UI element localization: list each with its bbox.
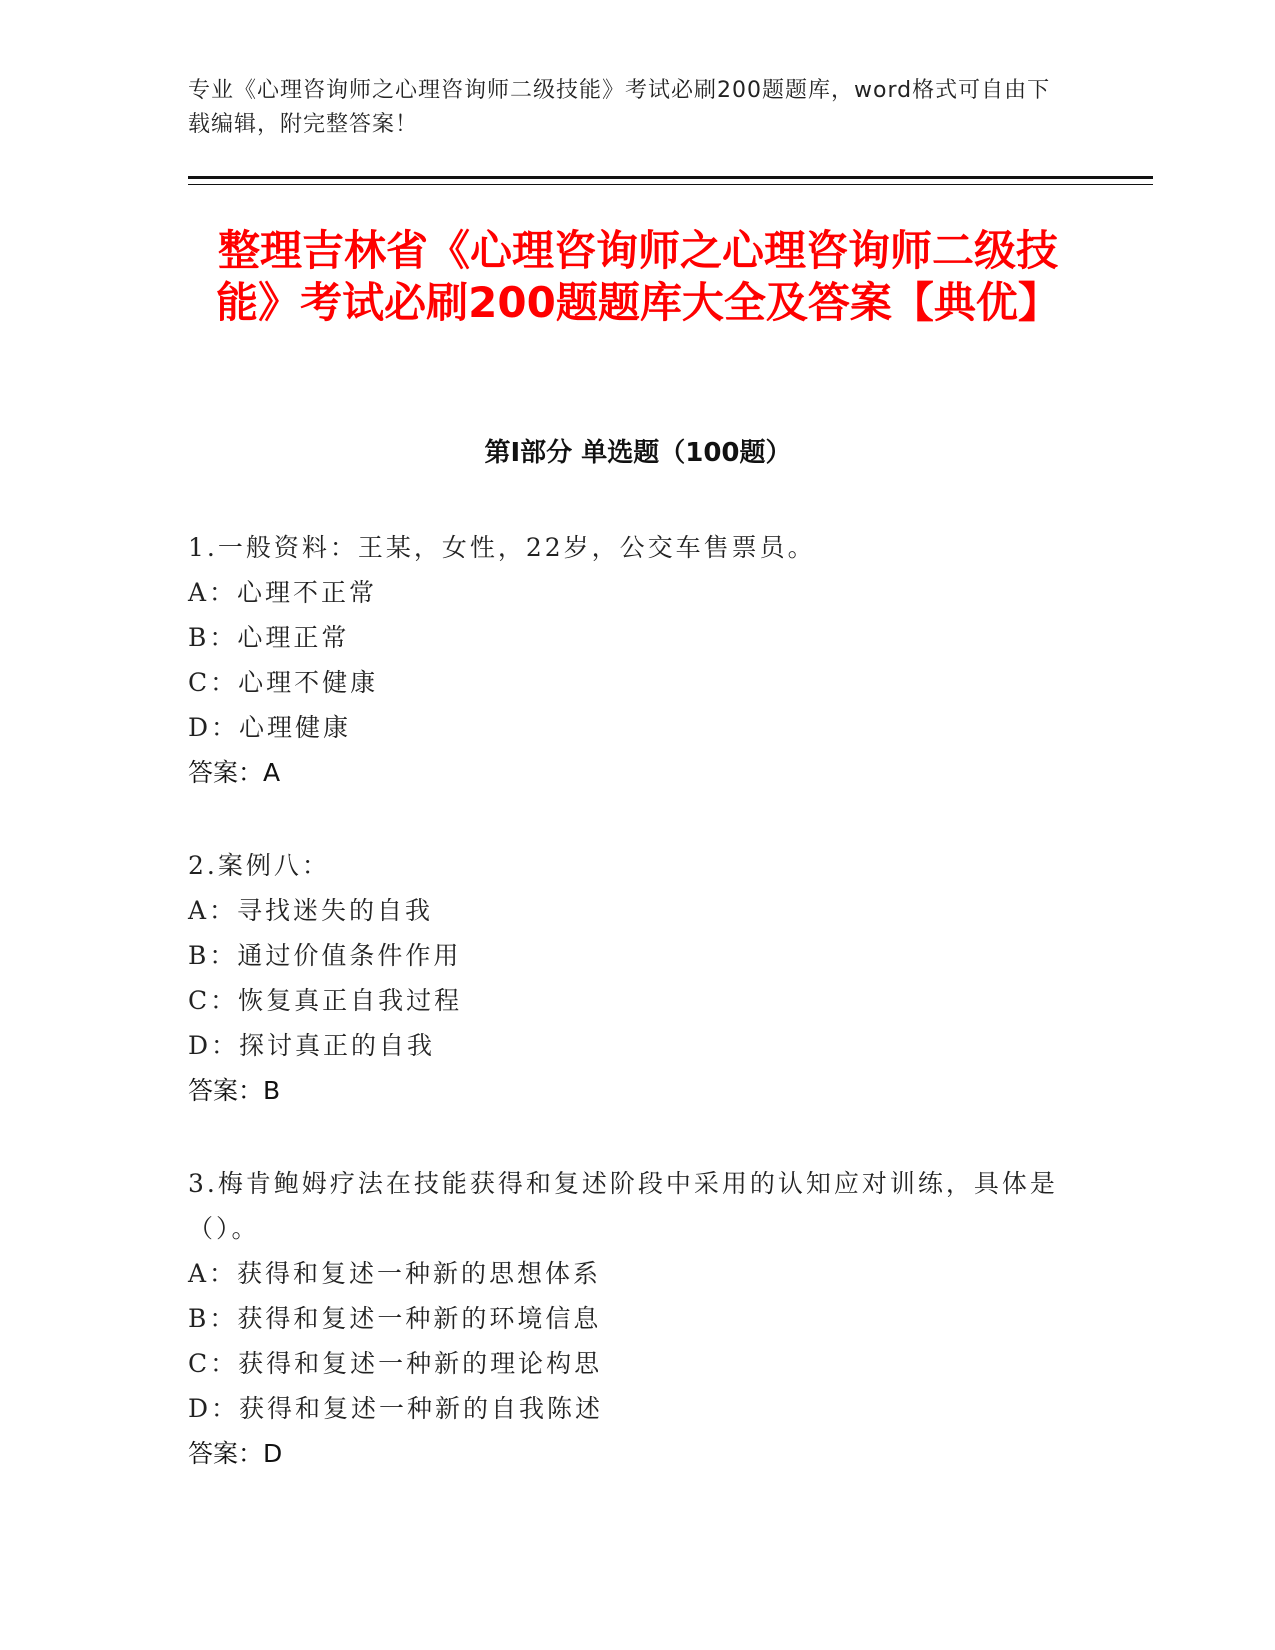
header-divider-thin [188, 184, 1153, 185]
section-heading: 第I部分 单选题（100题） [484, 438, 792, 468]
option-d: D：获得和复述一种新的自我陈述 [188, 1394, 604, 1423]
option-c: C：心理不健康 [188, 668, 379, 697]
question-3 [188, 1161, 1068, 1476]
question-stem: 2.案例八： [188, 851, 330, 880]
answer-line: 答案：B [188, 1076, 281, 1105]
option-a: A：心理不正常 [188, 578, 378, 607]
question-2 [188, 843, 1068, 1113]
option-b: B：通过价值条件作用 [188, 941, 462, 970]
option-d: D：探讨真正的自我 [188, 1031, 436, 1060]
question-stem: 1.一般资料：王某，女性，22岁，公交车售票员。 [188, 533, 816, 562]
option-a: A：寻找迷失的自我 [188, 896, 434, 925]
header-divider-thick [188, 176, 1153, 179]
option-c: C：获得和复述一种新的理论构思 [188, 1349, 603, 1378]
answer-line: 答案：D [188, 1439, 283, 1468]
option-b: B：心理正常 [188, 623, 350, 652]
option-b: B：获得和复述一种新的环境信息 [188, 1304, 602, 1333]
option-c: C：恢复真正自我过程 [188, 986, 463, 1015]
question-stem: 3.梅肯鲍姆疗法在技能获得和复述阶段中采用的认知应对训练，具体是（）。 [188, 1169, 1058, 1243]
document-title: 整理吉林省《心理咨询师之心理咨询师二级技能》考试必刷200题题库大全及答案【典优】 [216, 226, 1060, 327]
option-d: D：心理健康 [188, 713, 352, 742]
question-1 [188, 525, 1068, 795]
answer-line: 答案：A [188, 758, 281, 787]
option-a: A：获得和复述一种新的思想体系 [188, 1259, 602, 1288]
header-note: 专业《心理咨询师之心理咨询师二级技能》考试必刷200题题库，word格式可自由下载编辑，附完整答案！ [188, 78, 1051, 137]
